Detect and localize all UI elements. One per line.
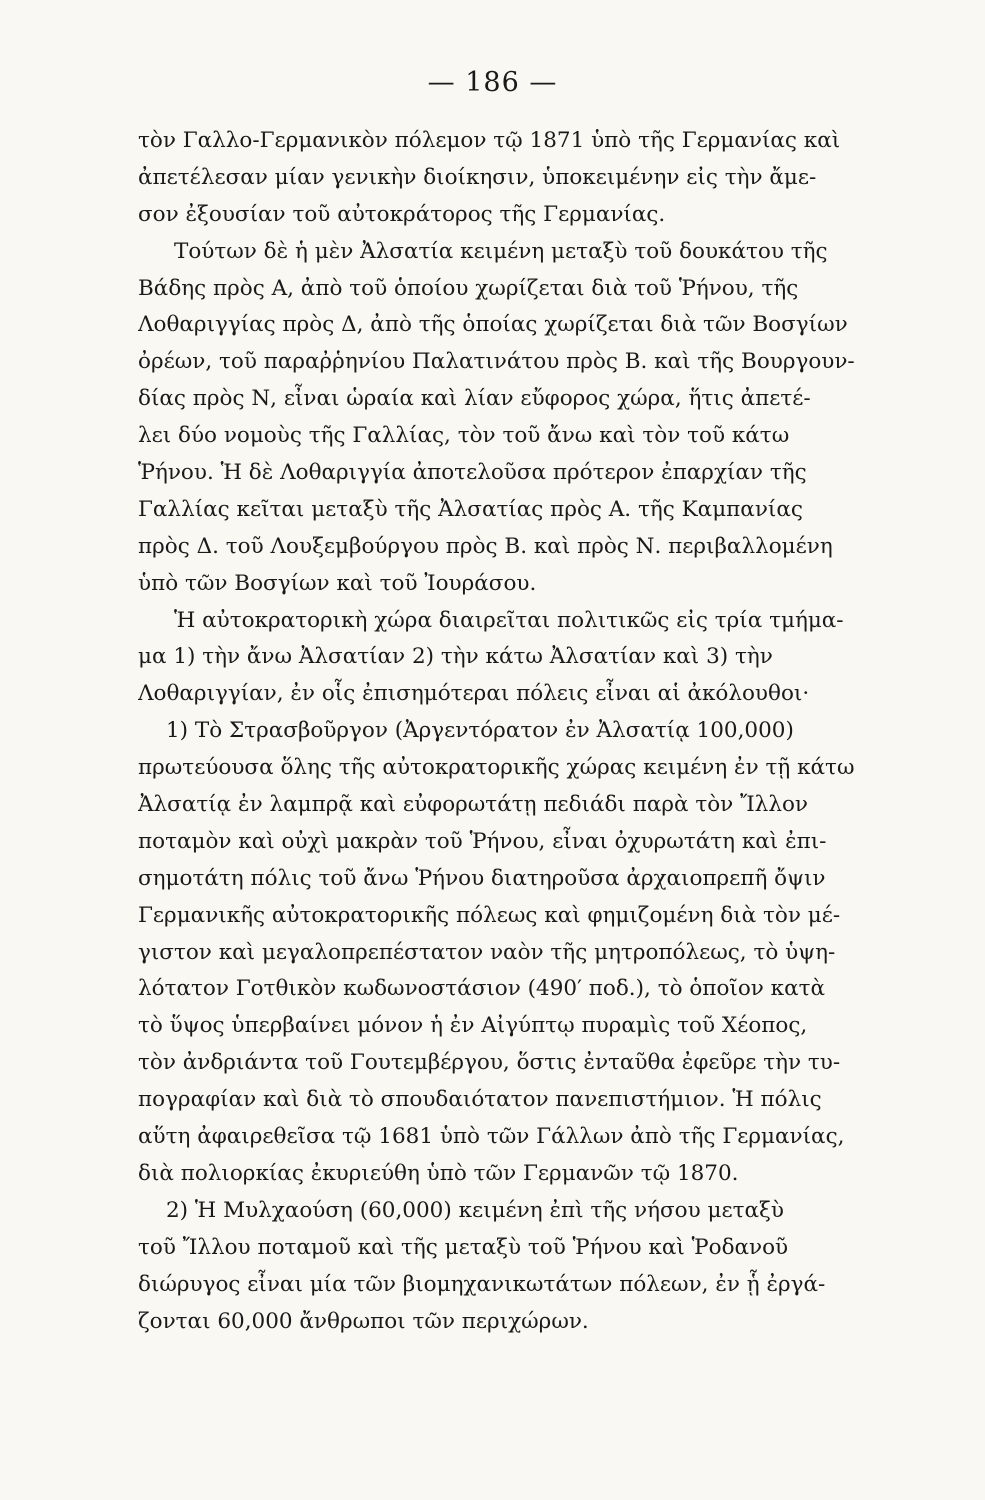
body-text: [138, 123, 878, 1340]
text-line: λότατον Γοτθικὸν κωδωνοστάσιον (490′ ποδ.), τὸ ὁποῖον κατὰ: [138, 976, 826, 1002]
text-line: ὑπὸ τῶν Βοσγίων καὶ τοῦ Ἰουράσου.: [138, 570, 537, 596]
text-line: Γερμανικῆς αὐτοκρατορικῆς πόλεως καὶ φημιζομένη διὰ τὸν μέ-: [138, 902, 841, 928]
text-line: ὀρέων, τοῦ παραῤῥηνίου Παλατινάτου πρὸς Β. καὶ τῆς Βουργουν-: [138, 349, 855, 375]
text-line: σον ἐξουσίαν τοῦ αὐτοκράτορος τῆς Γερμανίας.: [138, 201, 666, 227]
text-line: τοῦ Ἴλλου ποταμοῦ καὶ τῆς μεταξὺ τοῦ Ῥήνου καὶ Ῥοδανοῦ: [138, 1234, 789, 1260]
text-line: λει δύο νομοὺς τῆς Γαλλίας, τὸν τοῦ ἄνω καὶ τὸν τοῦ κάτω: [138, 423, 790, 449]
paragraph-start-line: 1) Τὸ Στρασβοῦργον (Ἀργεντόρατον ἐν Ἀλσατίᾳ 100,000): [166, 718, 794, 744]
text-line: Λοθαριγγίας πρὸς Δ, ἀπὸ τῆς ὁποίας χωρίζεται διὰ τῶν Βοσγίων: [138, 312, 848, 338]
text-line: πρὸς Δ. τοῦ Λουξεμβούργου πρὸς Β. καὶ πρὸς Ν. περιβαλλομένη: [138, 533, 833, 559]
paragraph-start-line: Ἡ αὐτοκρατορικὴ χώρα διαιρεῖται πολιτικῶς εἰς τρία τμήμα-: [174, 607, 844, 633]
text-line: πρωτεύουσα ὅλης τῆς αὐτοκρατορικῆς χώρας κειμένη ἐν τῇ κάτω: [138, 755, 855, 781]
paragraph-start-line: 2) Ἡ Μυλχαούση (60,000) κειμένη ἐπὶ τῆς νήσου μεταξὺ: [166, 1197, 784, 1223]
text-line: ποταμὸν καὶ οὐχὶ μακρὰν τοῦ Ῥήνου, εἶναι ὀχυρωτάτη καὶ ἐπι-: [138, 828, 827, 854]
text-line: γιστον καὶ μεγαλοπρεπέστατον ναὸν τῆς μητροπόλεως, τὸ ὑψη-: [138, 939, 836, 965]
text-line: τὸ ὕψος ὑπερβαίνει μόνον ἡ ἐν Αἰγύπτῳ πυραμὶς τοῦ Χέοπος,: [138, 1013, 808, 1039]
text-line: Ῥήνου. Ἡ δὲ Λοθαριγγία ἀποτελοῦσα πρότερον ἐπαρχίαν τῆς: [138, 460, 807, 486]
paragraph-start-line: Τούτων δὲ ἡ μὲν Ἀλσατία κειμένη μεταξὺ τοῦ δουκάτου τῆς: [174, 238, 828, 264]
text-line: τὸν ἀνδριάντα τοῦ Γουτεμβέργου, ὅστις ἐνταῦθα ἐφεῦρε τὴν τυ-: [138, 1050, 841, 1076]
text-line: διώρυγος εἶναι μία τῶν βιομηχανικωτάτων πόλεων, ἐν ᾗ ἐργά-: [138, 1271, 826, 1297]
text-line: μα 1) τὴν ἄνω Ἀλσατίαν 2) τὴν κάτω Ἀλσατίαν καὶ 3) τὴν: [138, 644, 773, 670]
text-line: τὸν Γαλλο-Γερμανικὸν πόλεμον τῷ 1871 ὑπὸ τῆς Γερμανίας καὶ: [138, 128, 841, 153]
text-line: ζονται 60,000 ἄνθρωποι τῶν περιχώρων.: [138, 1308, 589, 1334]
text-line: δίας πρὸς Ν, εἶναι ὡραία καὶ λίαν εὔφορος χώρα, ἥτις ἀπετέ-: [138, 386, 811, 412]
page-number: — 186 —: [427, 67, 558, 98]
text-line: διὰ πολιορκίας ἐκυριεύθη ὑπὸ τῶν Γερμανῶν τῷ 1870.: [138, 1160, 739, 1186]
text-line: Λοθαριγγίαν, ἐν οἷς ἐπισημότεραι πόλεις εἶναι αἱ ἀκόλουθοι·: [138, 681, 810, 707]
text-line: σημοτάτη πόλις τοῦ ἄνω Ῥήνου διατηροῦσα ἀρχαιοπρεπῆ ὄψιν: [138, 865, 826, 891]
text-line: ἀπετέλεσαν μίαν γενικὴν διοίκησιν, ὑποκειμένην εἰς τὴν ἄμε-: [138, 164, 817, 190]
text-line: Ἀλσατίᾳ ἐν λαμπρᾷ καὶ εὐφορωτάτῃ πεδιάδι παρὰ τὸν Ἴλλον: [138, 792, 808, 818]
text-line: Βάδης πρὸς Α, ἀπὸ τοῦ ὁποίου χωρίζεται διὰ τοῦ Ῥήνου, τῆς: [138, 275, 799, 301]
text-line: Γαλλίας κεῖται μεταξὺ τῆς Ἀλσατίας πρὸς Α. τῆς Καμπανίας: [138, 496, 803, 522]
text-line: πογραφίαν καὶ διὰ τὸ σπουδαιότατον πανεπιστήμιον. Ἡ πόλις: [138, 1087, 822, 1113]
text-line: αὕτη ἀφαιρεθεῖσα τῷ 1681 ὑπὸ τῶν Γάλλων ἀπὸ τῆς Γερμανίας,: [138, 1124, 845, 1150]
